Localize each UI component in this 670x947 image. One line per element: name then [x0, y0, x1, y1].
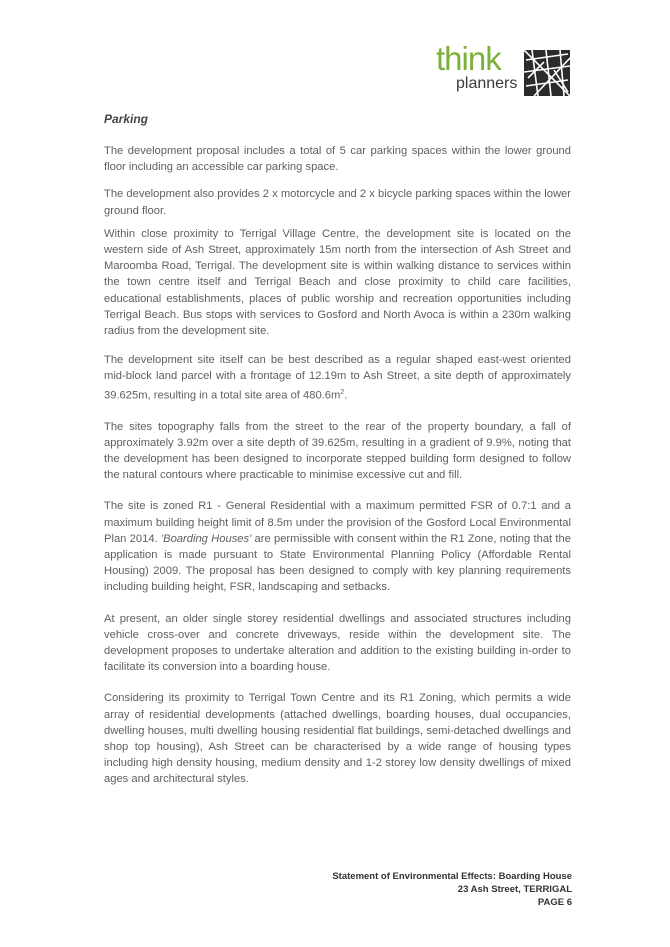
paragraph-topography: The sites topography falls from the street to the rear of the property boundary, a fall of approximately 3.92m over a site depth of 39.625m, resulting in a gradient of 9.9%, noting that the development has been designed to incorporate stepped building form designed to follow the natural contours where practicable to minimise excessive cut and fill.: [104, 420, 571, 482]
section-heading: Parking: [104, 112, 149, 126]
logo-word-think: think: [436, 40, 501, 77]
paragraph-context: Considering its proximity to Terrigal Town Centre and its R1 Zoning, which permits a wide array of residential developments (attached dwellings, boarding houses, dual occupancies, dwelling houses, multi dwelling housing residential flat buildings, semi-detached dwellings and shop top housing), Ash Street can be characterised by a wide range of housing types including high density housing, medium density and 1-2 storey low density dwellings of mixed ages and architectural styles.: [104, 692, 571, 786]
zoning-text: The site is zoned R1 - General Residential with a maximum permitted FSR of 0.7:1 and a maximum building height limit of 8.5m under the provision of the Gosford Local Environmental Plan 2014.: [104, 500, 571, 545]
paragraph-car-parking: The development proposal includes a total of 5 car parking spaces within the lower ground floor including an accessible car parking space.: [104, 145, 571, 174]
site-text: The development site itself can be best described as a regular shaped east-west oriented mid-block land parcel with a frontage of 12.19m to Ash Street, a site depth of approximately 39.625m, resulting in a total site area of 480.6m: [104, 354, 571, 402]
footer-page-number: PAGE 6: [537, 897, 572, 908]
paragraph-zoning: [104, 498, 571, 595]
page-footer: [332, 870, 572, 909]
site-text-end: .: [344, 389, 348, 402]
document-body: [104, 112, 571, 788]
paragraph-existing-site: At present, an older single storey residential dwellings and associated structures including vehicle cross-over and concrete driveways, reside within the development site. The development proposes to undertake alteration and addition to the existing building in-order to facilitate its conversion into a boarding house.: [104, 612, 571, 674]
footer-document-title: Statement of Environmental Effects: Boarding House: [332, 871, 572, 882]
superscript: 2: [340, 388, 345, 396]
paragraph-location: Within close proximity to Terrigal Village Centre, the development site is located on the western side of Ash Street, approximately 15m north from the intersection of Ash Street and Maroomba Road, Terrigal. The development site is within walking distance to services within the town centre itself and Terrigal Beach and close proximity to child care facilities, educational establishments, places of public worship and recreation opportunities including Terrigal Beach. Bus stops with services to Gosford and North Avoca is within a 230m walking radius from the development site.: [104, 227, 571, 338]
zoning-text-end: are permissible with consent within the R1 Zone, noting that the application is made pursuant to State Environmental Planning Policy (Affordable Rental Housing) 2009. The proposal has been designed to comply with key planning requirements including building height, FSR, landscaping and setbacks.: [104, 532, 571, 594]
paragraph-motorcycle-bicycle: The development also provides 2 x motorcycle and 2 x bicycle parking spaces within the lower ground floor.: [104, 188, 571, 217]
logo-word-planners: planners: [456, 75, 518, 92]
paragraph-site-description: [104, 352, 571, 403]
zoning-italic: 'Boarding Houses': [160, 532, 252, 545]
footer-address: 23 Ash Street, TERRIGAL: [457, 884, 572, 895]
map-grid-icon: [524, 50, 570, 96]
think-planners-logo: [436, 40, 572, 100]
